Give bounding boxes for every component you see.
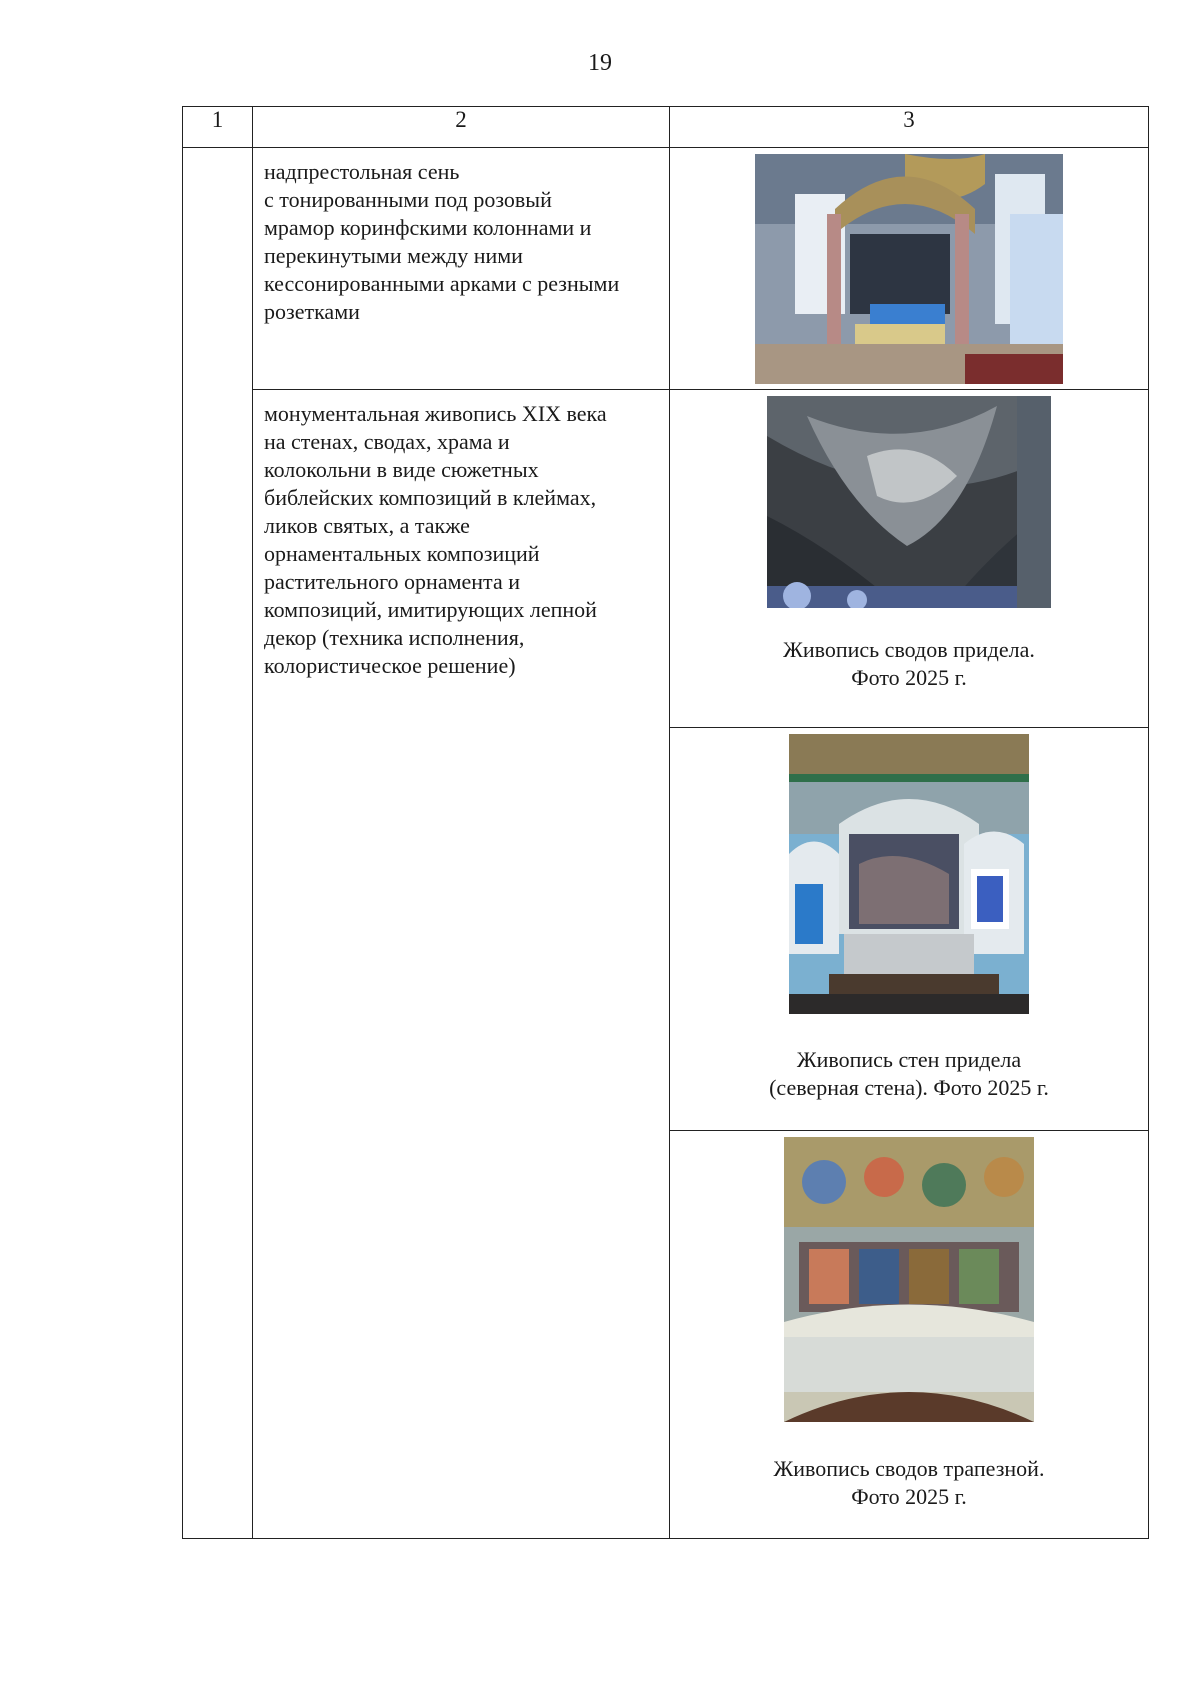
table-row — [183, 148, 1149, 390]
photo-caption-line: Фото 2025 г. — [851, 1484, 967, 1509]
photo-cell-vault-chapel — [670, 390, 1149, 728]
photo-refectory-vaults — [784, 1137, 1034, 1422]
description-line: кессонированными арками с резными — [264, 271, 620, 296]
description-line: растительного орнамента и — [264, 569, 520, 594]
photo-cell-refectory — [670, 1131, 1149, 1539]
photo-chapel-north-wall — [789, 734, 1029, 1014]
photo-cell-north-wall — [670, 728, 1149, 1131]
description-line: библейских композиций в клеймах, — [264, 485, 597, 510]
description-cell-canopy — [253, 148, 670, 390]
photo-caption-line: (северная стена). Фото 2025 г. — [769, 1075, 1049, 1100]
photo-cell-canopy — [670, 148, 1149, 390]
description-line: ликов святых, а также — [264, 513, 470, 538]
description-line: на стенах, сводах, храма и — [264, 429, 510, 454]
page-number: 19 — [588, 50, 612, 76]
table-row — [183, 390, 1149, 728]
description-line: композиций, имитирующих лепной — [264, 597, 597, 622]
photo-caption-line: Фото 2025 г. — [851, 665, 967, 690]
photo-caption-line: Живопись сводов трапезной. — [773, 1456, 1045, 1481]
column-header-2: 2 — [253, 107, 670, 148]
photo-altar-canopy — [755, 154, 1063, 384]
description-line: орнаментальных композиций — [264, 541, 540, 566]
description-line: колористическое решение) — [264, 653, 516, 678]
description-line: надпрестольная сень — [264, 159, 460, 184]
description-line: с тонированными под розовый — [264, 187, 552, 212]
photo-caption-line: Живопись сводов придела. — [783, 637, 1035, 662]
column-header-3: 3 — [670, 107, 1149, 148]
photo-chapel-vaults — [767, 396, 1051, 608]
monument-elements-table — [182, 106, 1149, 1539]
description-cell-painting — [253, 390, 670, 1539]
table-header-row — [183, 107, 1149, 148]
row-number-cell — [183, 148, 253, 1539]
description-line: монументальная живопись XIX века — [264, 401, 607, 426]
description-line: колокольни в виде сюжетных — [264, 457, 539, 482]
description-line: перекинутыми между ними — [264, 243, 523, 268]
column-header-1: 1 — [183, 107, 253, 148]
description-line: мрамор коринфскими колоннами и — [264, 215, 592, 240]
description-line: розетками — [264, 299, 360, 324]
description-line: декор (техника исполнения, — [264, 625, 525, 650]
photo-caption-line: Живопись стен придела — [796, 1047, 1022, 1072]
